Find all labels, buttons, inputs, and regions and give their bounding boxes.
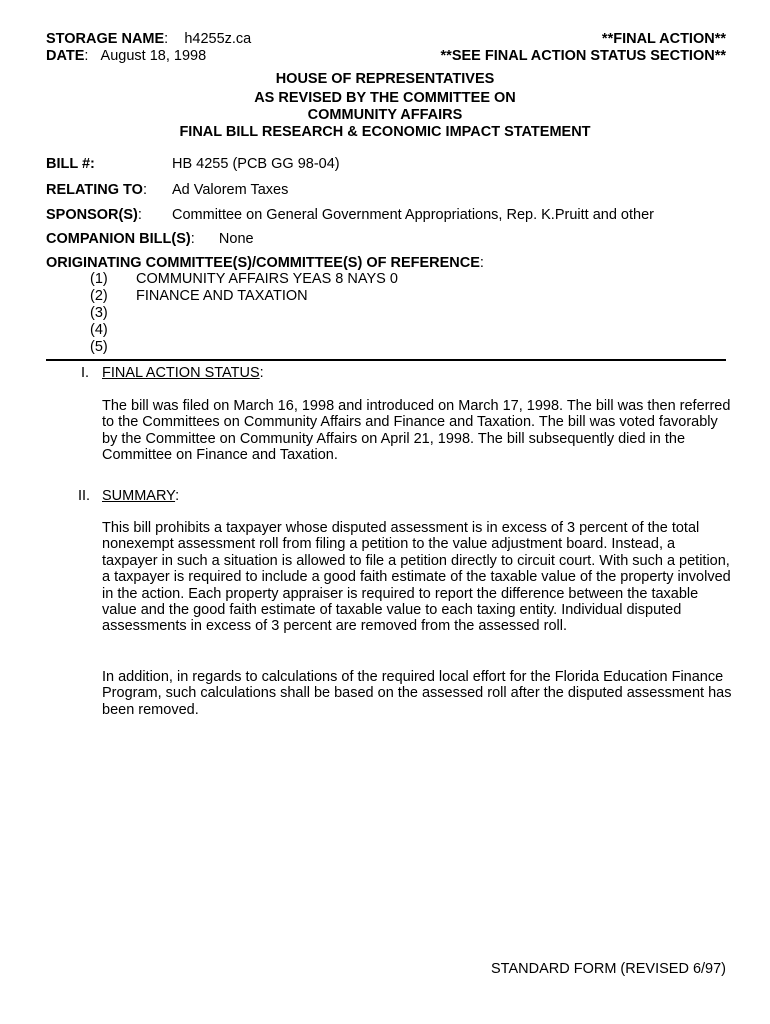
summary-paragraph-1: This bill prohibits a taxpayer whose disputed assessment is in excess of 3 percent of the total nonexempt assessment roll from filing a petition to the value adjustment board. Instead, a taxpayer in such a situation is allowed to file a petition directly to circuit court. With such a petition, a taxpayer is required to include a good faith estimate of the taxable value of the property involved in the action. Each property appraiser is required to report the difference between the taxable value and the good faith estimate of taxable value to each taxing entity. Individual disputed assessments in excess of 3 percent are removed from the assessed roll. [102, 520, 731, 635]
storage-name-label: STORAGE NAME [46, 31, 165, 47]
see-final-action-note: **SEE FINAL ACTION STATUS SECTION** [440, 48, 726, 64]
section-2-number: II. [78, 488, 91, 504]
committee-num: (2) [90, 288, 108, 304]
final-action-badge: **FINAL ACTION** [601, 31, 726, 47]
committee-num: (3) [90, 305, 108, 321]
companion-bill-label: COMPANION BILL(S) [46, 231, 191, 247]
sponsor-value: Committee on General Government Appropriations, Rep. K.Pruitt and other [172, 207, 654, 223]
date-line: DATE: August 18, 1998 [46, 48, 207, 64]
title-line-4: FINAL BILL RESEARCH & ECONOMIC IMPACT STATEMENT [179, 124, 591, 140]
title-line-1: HOUSE OF REPRESENTATIVES [275, 71, 495, 87]
section-2-heading: SUMMARY: [102, 488, 180, 504]
bill-number-label: BILL #: [46, 156, 95, 172]
final-action-status-text: The bill was filed on March 16, 1998 and introduced on March 17, 1998. The bill was then referred to the Committees on Community Affairs and Finance and Taxation. The bill was voted favorably by the Committee on Community Affairs on April 21, 1998. The bill subsequently died in the Committee on Finance and Taxation. [102, 398, 731, 464]
companion-bill-value: None [218, 231, 254, 247]
relating-to-value: Ad Valorem Taxes [172, 182, 289, 198]
sponsor-label: SPONSOR(S): [46, 207, 142, 223]
storage-name-line: STORAGE NAME: h4255z.ca [46, 31, 252, 47]
section-1-number: I. [81, 365, 90, 381]
title-line-2: AS REVISED BY THE COMMITTEE ON [254, 90, 516, 106]
committees-heading: ORIGINATING COMMITTEE(S)/COMMITTEE(S) OF REFERENCE: [46, 255, 484, 271]
date-value: August 18, 1998 [100, 48, 207, 64]
relating-to-label: RELATING TO: [46, 182, 147, 198]
title-line-3: COMMUNITY AFFAIRS [307, 107, 463, 123]
storage-name-value: h4255z.ca [184, 31, 252, 47]
section-divider [46, 359, 726, 361]
date-label: DATE [46, 48, 85, 64]
section-1-heading: FINAL ACTION STATUS: [102, 365, 264, 381]
committee-name: FINANCE AND TAXATION [136, 288, 308, 304]
bill-number-value: HB 4255 (PCB GG 98-04) [172, 156, 340, 172]
committee-num: (5) [90, 339, 108, 355]
summary-paragraph-2: In addition, in regards to calculations of the required local effort for the Florida Education Finance Program, such calculations shall be based on the assessed roll after the disputed assessment has been removed. [102, 669, 732, 718]
committee-num: (4) [90, 322, 108, 338]
committee-name: COMMUNITY AFFAIRS YEAS 8 NAYS 0 [136, 271, 398, 287]
companion-bill-line: COMPANION BILL(S): None [46, 231, 254, 247]
committee-num: (1) [90, 271, 108, 287]
standard-form-footer: STANDARD FORM (REVISED 6/97) [491, 961, 726, 977]
